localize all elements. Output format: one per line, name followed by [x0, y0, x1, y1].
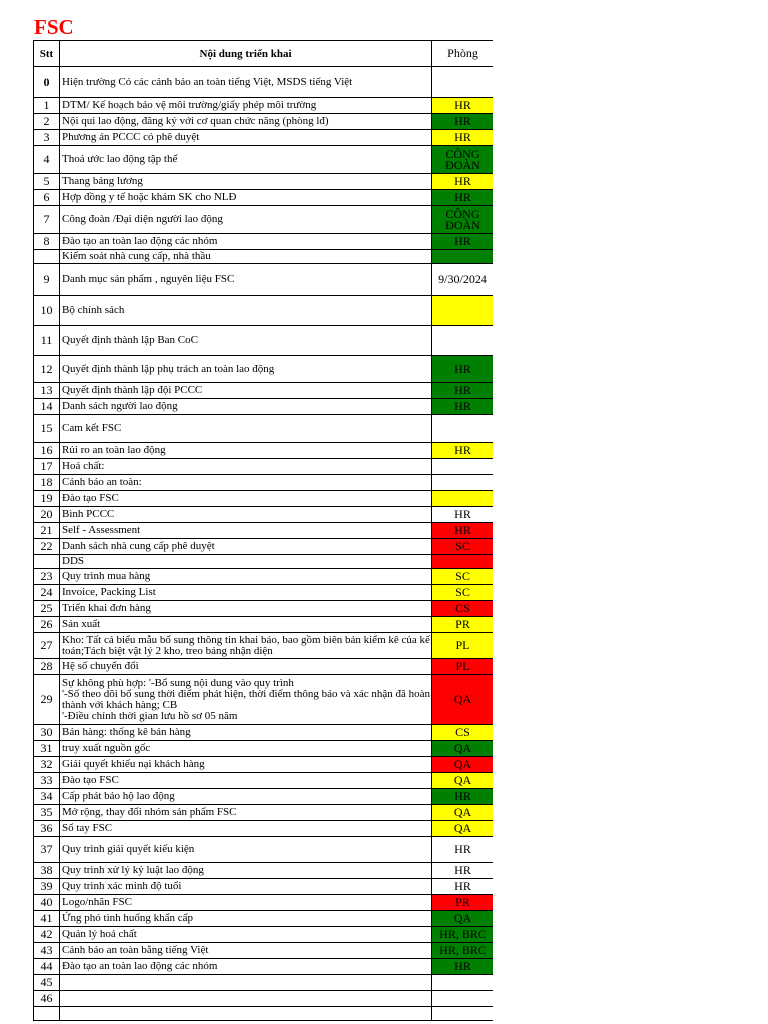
- table-row: [34, 523, 494, 539]
- row-dept: [432, 459, 494, 475]
- table-row: [34, 837, 494, 863]
- row-dept: HR: [432, 356, 494, 383]
- table-row: [34, 206, 494, 234]
- row-stt: 35: [34, 805, 60, 821]
- row-stt: 40: [34, 895, 60, 911]
- row-dept: PR: [432, 895, 494, 911]
- row-dept: HR: [432, 190, 494, 206]
- row-dept: [432, 67, 494, 98]
- row-content: [60, 1007, 432, 1021]
- row-content: Đào tạo FSC: [60, 491, 432, 507]
- table-row: [34, 174, 494, 190]
- row-dept: CS: [432, 725, 494, 741]
- row-content: Sản xuất: [60, 617, 432, 633]
- table-row: [34, 475, 494, 491]
- row-content: Danh mục sản phẩm , nguyên liệu FSC: [60, 264, 432, 296]
- row-stt: 8: [34, 234, 60, 250]
- row-content: Quyết định thành lập phụ trách an toàn lao động: [60, 356, 432, 383]
- row-stt: 33: [34, 773, 60, 789]
- row-content: Đào tạo an toàn lao động các nhóm: [60, 234, 432, 250]
- row-stt: 22: [34, 539, 60, 555]
- row-stt: 34: [34, 789, 60, 805]
- row-dept: HR: [432, 789, 494, 805]
- row-content: Giải quyết khiếu nại khách hàng: [60, 757, 432, 773]
- table-row: [34, 675, 494, 725]
- header-content: Nội dung triển khai: [60, 41, 432, 67]
- row-content: Cấp phát bảo hộ lao động: [60, 789, 432, 805]
- row-content: Ứng phó tình huống khẩn cấp: [60, 911, 432, 927]
- row-dept: [432, 326, 494, 356]
- row-content: Đào tạo an toàn lao động các nhóm: [60, 959, 432, 975]
- row-content: Cảnh báo an toàn:: [60, 475, 432, 491]
- row-content: Logo/nhãn FSC: [60, 895, 432, 911]
- row-stt: [34, 1007, 60, 1021]
- table-row: [34, 585, 494, 601]
- row-stt: 25: [34, 601, 60, 617]
- table-row: [34, 805, 494, 821]
- row-stt: 7: [34, 206, 60, 234]
- table-row: [34, 959, 494, 975]
- row-dept: HR: [432, 837, 494, 863]
- table-row: [34, 539, 494, 555]
- row-dept: QA: [432, 911, 494, 927]
- row-stt: 32: [34, 757, 60, 773]
- row-dept: 9/30/2024: [432, 264, 494, 296]
- table-row: [34, 491, 494, 507]
- row-stt: 39: [34, 879, 60, 895]
- row-dept: [432, 296, 494, 326]
- row-content: Thoả ước lao động tập thể: [60, 146, 432, 174]
- table-row: [34, 415, 494, 443]
- row-content: DTM/ Kế hoạch bảo vệ môi trường/giấy phép môi trường: [60, 98, 432, 114]
- row-dept: HR: [432, 443, 494, 459]
- row-stt: 30: [34, 725, 60, 741]
- row-stt: 45: [34, 975, 60, 991]
- table-row: [34, 659, 494, 675]
- table-row: [34, 383, 494, 399]
- row-stt: 17: [34, 459, 60, 475]
- table-row: [34, 326, 494, 356]
- row-dept: HR: [432, 130, 494, 146]
- row-stt: 43: [34, 943, 60, 959]
- row-stt: 9: [34, 264, 60, 296]
- table-row: [34, 114, 494, 130]
- row-content: Nội qui lao động, đăng ký với cơ quan chức năng (phòng lđ): [60, 114, 432, 130]
- row-dept: HR, BRC: [432, 943, 494, 959]
- row-content: Self - Assessment: [60, 523, 432, 539]
- row-dept: HR: [432, 959, 494, 975]
- row-dept: CÔNG ĐOÀN: [432, 206, 494, 234]
- table-row: [34, 190, 494, 206]
- table-row: [34, 234, 494, 250]
- table-row: [34, 459, 494, 475]
- document-title: FSC: [34, 15, 74, 39]
- row-stt: 24: [34, 585, 60, 601]
- row-dept: [432, 491, 494, 507]
- row-content: Hệ số chuyển đổi: [60, 659, 432, 675]
- row-content: Hoá chất:: [60, 459, 432, 475]
- row-stt: 19: [34, 491, 60, 507]
- row-stt: 21: [34, 523, 60, 539]
- row-stt: 0: [34, 67, 60, 98]
- row-content: Sổ tay FSC: [60, 821, 432, 837]
- table-row: [34, 569, 494, 585]
- row-content: Cảnh báo an toàn bằng tiếng Việt: [60, 943, 432, 959]
- row-dept: QA: [432, 675, 494, 725]
- table-row: [34, 879, 494, 895]
- row-stt: 13: [34, 383, 60, 399]
- row-content: Cam kết FSC: [60, 415, 432, 443]
- row-content: Thang bảng lương: [60, 174, 432, 190]
- row-stt: 12: [34, 356, 60, 383]
- row-dept: HR: [432, 523, 494, 539]
- row-stt: 6: [34, 190, 60, 206]
- row-dept: QA: [432, 773, 494, 789]
- row-content: Phương án PCCC có phê duyệt: [60, 130, 432, 146]
- row-dept: PL: [432, 659, 494, 675]
- table-row: [34, 633, 494, 659]
- row-stt: 27: [34, 633, 60, 659]
- row-content: Hiện trường Có các cảnh bảo an toàn tiếng Việt, MSDS tiếng Việt: [60, 67, 432, 98]
- row-stt: 20: [34, 507, 60, 523]
- row-dept: SC: [432, 569, 494, 585]
- row-content: Công đoàn /Đại diện người lao động: [60, 206, 432, 234]
- row-stt: 23: [34, 569, 60, 585]
- table-row: [34, 789, 494, 805]
- row-content: Quy trình giải quyết kiếu kiện: [60, 837, 432, 863]
- row-stt: 38: [34, 863, 60, 879]
- row-dept: HR: [432, 399, 494, 415]
- row-dept: [432, 475, 494, 491]
- table-row: [34, 975, 494, 991]
- row-stt: 42: [34, 927, 60, 943]
- table-row: [34, 507, 494, 523]
- table-row: [34, 1007, 494, 1021]
- table-row: [34, 911, 494, 927]
- row-content: Quyết định thành lập đội PCCC: [60, 383, 432, 399]
- row-dept: HR: [432, 879, 494, 895]
- row-dept: QA: [432, 821, 494, 837]
- row-content: Kiểm soát nhà cung cấp, nhà thầu: [60, 250, 432, 264]
- row-stt: 4: [34, 146, 60, 174]
- row-dept: HR: [432, 98, 494, 114]
- row-stt: 1: [34, 98, 60, 114]
- row-dept: SC: [432, 585, 494, 601]
- row-content: Quy trình xác minh độ tuổi: [60, 879, 432, 895]
- row-content: Mở rộng, thay đổi nhóm sản phẩm FSC: [60, 805, 432, 821]
- fsc-checklist-table: [33, 40, 493, 1021]
- row-content: truy xuất nguồn gốc: [60, 741, 432, 757]
- row-stt: 3: [34, 130, 60, 146]
- table-row: [34, 991, 494, 1007]
- table-row: [34, 617, 494, 633]
- table-row: [34, 741, 494, 757]
- row-dept: HR, BRC: [432, 927, 494, 943]
- row-stt: 26: [34, 617, 60, 633]
- row-stt: 16: [34, 443, 60, 459]
- row-content: Danh sách người lao động: [60, 399, 432, 415]
- row-stt: 5: [34, 174, 60, 190]
- row-content: DDS: [60, 555, 432, 569]
- table-row: [34, 757, 494, 773]
- table-row: [34, 296, 494, 326]
- table-row: [34, 250, 494, 264]
- row-content: [60, 991, 432, 1007]
- row-stt: 14: [34, 399, 60, 415]
- row-dept: HR: [432, 174, 494, 190]
- row-dept: HR: [432, 507, 494, 523]
- row-dept: HR: [432, 383, 494, 399]
- table-row: [34, 773, 494, 789]
- table-row: [34, 146, 494, 174]
- table-row: [34, 725, 494, 741]
- row-stt: 28: [34, 659, 60, 675]
- row-dept: PL: [432, 633, 494, 659]
- row-stt: 15: [34, 415, 60, 443]
- row-content: Đào tạo FSC: [60, 773, 432, 789]
- row-dept: [432, 975, 494, 991]
- row-stt: 46: [34, 991, 60, 1007]
- table-row: [34, 67, 494, 98]
- row-dept: [432, 991, 494, 1007]
- row-dept: [432, 415, 494, 443]
- row-stt: 36: [34, 821, 60, 837]
- table-row: [34, 555, 494, 569]
- row-dept: QA: [432, 741, 494, 757]
- table-row: [34, 863, 494, 879]
- row-stt: 18: [34, 475, 60, 491]
- row-dept: [432, 555, 494, 569]
- row-content: Kho: Tất cả biểu mẫu bổ sung thông tin khai báo, bao gồm biên bản kiểm kê của kế toán;Tách biệt vật lý 2 kho, treo bảng nhận diện: [60, 633, 432, 659]
- row-stt: 31: [34, 741, 60, 757]
- row-stt: 37: [34, 837, 60, 863]
- table-row: [34, 927, 494, 943]
- table-row: [34, 130, 494, 146]
- row-dept: CÔNG ĐOÀN: [432, 146, 494, 174]
- header-dept: Phòng: [432, 41, 494, 67]
- table-row: [34, 601, 494, 617]
- row-dept: PR: [432, 617, 494, 633]
- row-dept: SC: [432, 539, 494, 555]
- table-row: [34, 821, 494, 837]
- row-stt: 11: [34, 326, 60, 356]
- table-row: [34, 399, 494, 415]
- table-row: [34, 356, 494, 383]
- row-content: Quản lý hoá chất: [60, 927, 432, 943]
- row-stt: 41: [34, 911, 60, 927]
- table-row: [34, 943, 494, 959]
- row-content: Bộ chính sách: [60, 296, 432, 326]
- table-row: [34, 264, 494, 296]
- row-dept: [432, 250, 494, 264]
- row-content: Danh sách nhà cung cấp phê duyệt: [60, 539, 432, 555]
- header-stt: Stt: [34, 41, 60, 67]
- row-stt: 10: [34, 296, 60, 326]
- row-dept: HR: [432, 863, 494, 879]
- row-stt: [34, 250, 60, 264]
- row-stt: [34, 555, 60, 569]
- row-dept: [432, 1007, 494, 1021]
- row-dept: HR: [432, 114, 494, 130]
- row-content: [60, 975, 432, 991]
- row-dept: HR: [432, 234, 494, 250]
- row-content: Rủi ro an toàn lao động: [60, 443, 432, 459]
- row-content: Bán hàng: thống kê bán hàng: [60, 725, 432, 741]
- row-content: Hợp đồng y tế hoặc khám SK cho NLĐ: [60, 190, 432, 206]
- row-content: Quy trình xử lý kỷ luật lao động: [60, 863, 432, 879]
- table-header-row: [34, 41, 494, 67]
- row-stt: 29: [34, 675, 60, 725]
- row-content: Quyết định thành lập Ban CoC: [60, 326, 432, 356]
- row-content: Sự không phù hợp: '-Bổ sung nội dung vào quy trình '-Số theo dõi bổ sung thời điểm phát hiện, thời điểm thông báo và xác nhận đã hoàn thành với khách hàng; CB '-Điều chỉnh thời gian lưu hồ sơ 05 năm: [60, 675, 432, 725]
- row-content: Triển khai đơn hàng: [60, 601, 432, 617]
- row-stt: 44: [34, 959, 60, 975]
- table-row: [34, 98, 494, 114]
- row-dept: CS: [432, 601, 494, 617]
- row-dept: QA: [432, 805, 494, 821]
- row-content: Bình PCCC: [60, 507, 432, 523]
- row-content: Quy trình mua hàng: [60, 569, 432, 585]
- row-content: Invoice, Packing List: [60, 585, 432, 601]
- row-dept: QA: [432, 757, 494, 773]
- table-row: [34, 895, 494, 911]
- row-stt: 2: [34, 114, 60, 130]
- table-row: [34, 443, 494, 459]
